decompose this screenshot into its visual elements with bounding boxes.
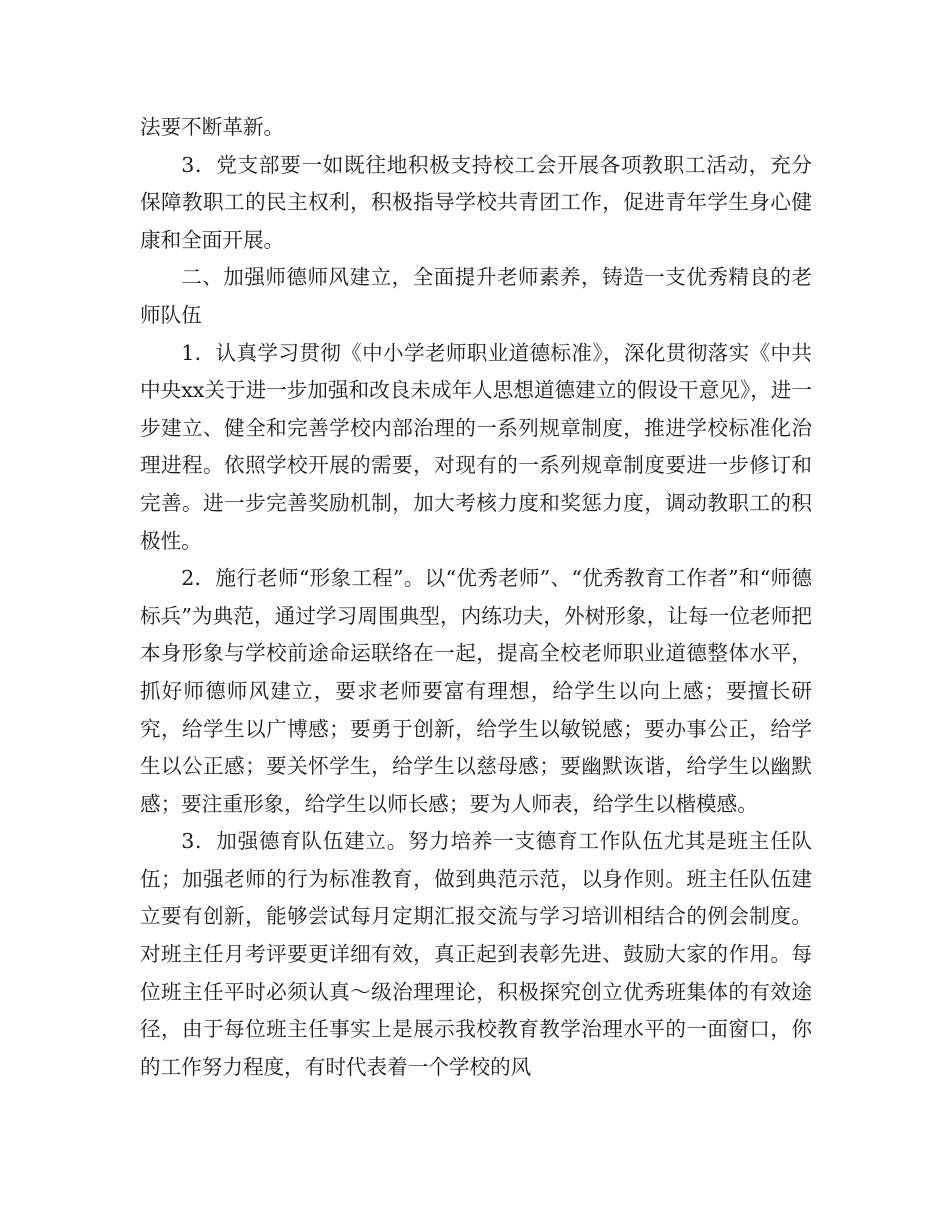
paragraph-item-3-union-activities: 3．党支部要一如既往地积极支持校工会开展各项教职工活动，充分保障教职工的民主权利，积极指导学校共青团工作，促进青年学生身心健康和全面开展。 xyxy=(140,152,812,252)
paragraph-item-1-ethics-standards: 1．认真学习贯彻《中小学老师职业道德标准》，深化贯彻落实《中共中央xx关于进一步加强和改良未成年人思想道德建立的假设干意见》，进一步建立、健全和完善学校内部治理的一系列规章制度，推进学校标准化治理进程。依照学校开展的需要，对现有的一系列规章制度要进一步修订和完善。进一步完善奖励机制，加大考核力度和奖惩力度，调动教职工的积极性。 xyxy=(140,340,812,553)
paragraph-item-3-moral-education-team: 3．加强德育队伍建立。努力培养一支德育工作队伍尤其是班主任队伍；加强老师的行为标准教育，做到典范示范，以身作则。班主任队伍建立要有创新，能够尝试每月定期汇报交流与学习培训相结合的例会制度。对班主任月考评要更详细有效，真正起到表彰先进、鼓励大家的作用。每位班主任平时必须认真～级治理理论，积极探究创立优秀班集体的有效途径，由于每位班主任事实上是展示我校教育教学治理水平的一面窗口，你的工作努力程度，有时代表着一个学校的风 xyxy=(140,829,812,1079)
paragraph-item-2-image-project: 2．施行老师“形象工程”。以“优秀老师”、“优秀教育工作者”和“师德标兵”为典范，通过学习周围典型，内练功夫，外树形象，让每一位老师把本身形象与学校前途命运联络在一起，提高全校老师职业道德整体水平，抓好师德师风建立，要求老师要富有理想，给学生以向上感；要擅长研究，给学生以广博感；要勇于创新，给学生以敏锐感；要办事公正，给学生以公正感；要关怀学生，给学生以慈母感；要幽默诙谐，给学生以幽默感；要注重形象，给学生以师长感；要为人师表，给学生以楷模感。 xyxy=(140,566,812,816)
document-body xyxy=(140,109,812,1086)
section-heading-two: 二、加强师德师风建立，全面提升老师素养，铸造一支优秀精良的老师队伍 xyxy=(140,265,812,327)
paragraph-continuation: 法要不断革新。 xyxy=(140,115,285,139)
